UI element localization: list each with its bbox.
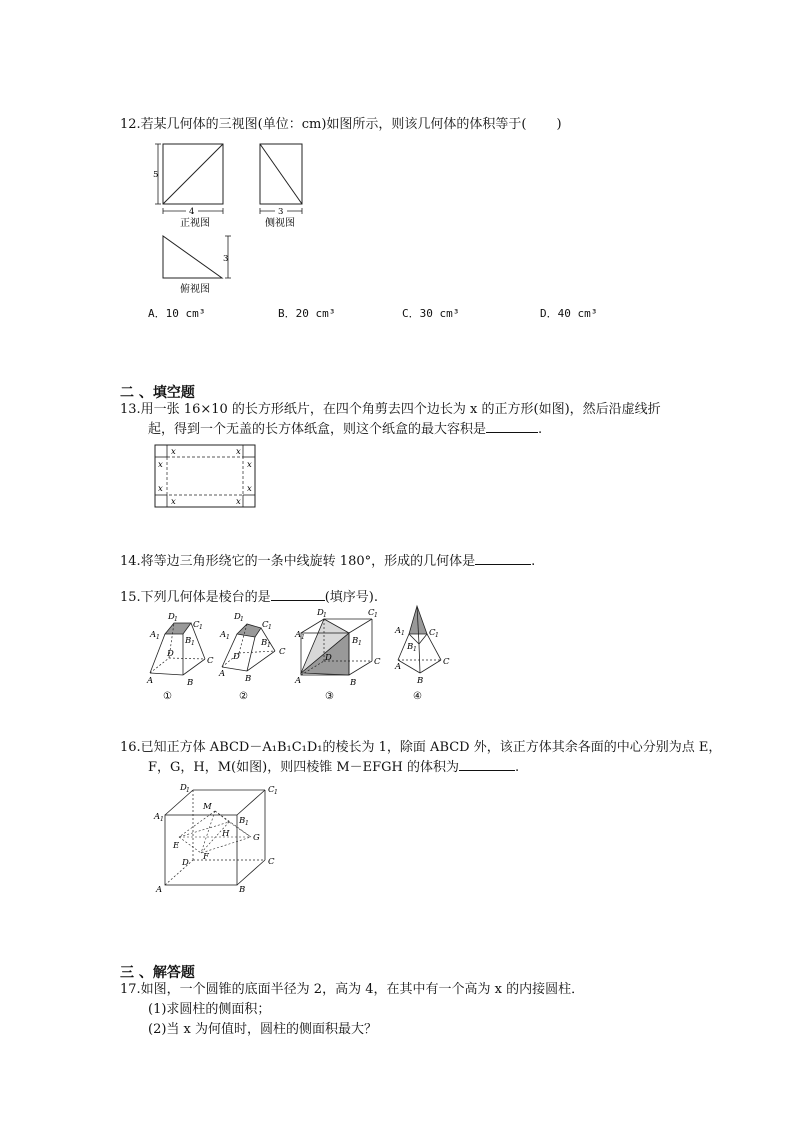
svg-text:D: D [168,612,175,622]
svg-text:1: 1 [374,612,378,619]
q17-sub2: (2)当 x 为何值时，圆柱的侧面积最大？ [148,1022,378,1037]
front-view-caption: 正视图 [180,218,210,229]
svg-text:C: C [268,857,275,867]
svg-text:C: C [443,657,450,667]
svg-text:H: H [222,829,230,839]
top-view-triangle [163,236,222,278]
q17-sub1: (1)求圆柱的侧面积； [148,1002,271,1017]
svg-text:A: A [295,630,302,640]
svg-text:B: B [352,636,359,646]
svg-text:B: B [187,678,194,688]
svg-text:C: C [374,657,381,667]
q15-figure-4 [394,606,450,702]
q15-figure-3 [294,608,381,702]
svg-text:1: 1 [323,612,327,619]
dim-top-height: 3 [223,254,229,264]
svg-text:1: 1 [156,634,160,641]
side-view-caption: 侧视图 [265,218,295,229]
q14-text: 14.将等边三角形绕它的一条中线旋转 180°，形成的几何体是 . [120,554,536,569]
q15-text: 15.下列几何体是棱台的是 (填序号). [120,590,378,605]
svg-text:B: B [417,676,424,686]
svg-text:D: D [325,653,332,663]
svg-text:1: 1 [186,787,190,794]
svg-text:D: D [182,858,189,868]
svg-text:1: 1 [413,646,417,653]
q13-paper-figure [150,440,260,510]
svg-text:x: x [171,497,176,507]
section-2-title: 二 、填空题 [120,385,195,401]
svg-text:x: x [247,484,252,494]
q15-caption-4: ④ [413,691,422,702]
svg-text:1: 1 [245,820,249,827]
svg-text:A: A [295,676,302,686]
q15-caption-3: ③ [325,691,334,702]
svg-text:x: x [158,460,163,470]
svg-text:A: A [147,676,154,686]
q15-figure-1 [146,612,214,702]
q16-line2: F，G，H，M(如图)，则四棱锥 M－EFGH 的体积为 . [148,760,520,775]
svg-text:C: C [262,620,269,630]
svg-text:1: 1 [226,634,230,641]
q12-three-view-figure [150,138,315,298]
svg-text:B: B [185,636,192,646]
q13-line1: 13.用一张 16×10 的长方形纸片，在四个角剪去四个边长为 x 的正方形(如图)，然后沿虚线折 [120,402,661,417]
q15-solids-figure [145,603,465,703]
svg-text:1: 1 [274,789,278,796]
svg-text:D: D [234,612,241,622]
front-view-diagonal [163,144,223,204]
svg-text:B: B [407,642,414,652]
dim-front-height: 5 [153,170,159,180]
svg-text:D: D [167,649,174,659]
q17-line1: 17.如图，一个圆锥的底面半径为 2，高为 4，在其中有一个高为 x 的内接圆柱． [120,982,585,997]
q12-option-d[interactable]: D．40 cm³ [540,307,598,320]
svg-text:1: 1 [435,632,439,639]
svg-text:D: D [317,608,324,618]
svg-text:A: A [150,630,157,640]
q16-cube-figure [150,780,285,895]
svg-text:G: G [253,833,260,843]
svg-text:C: C [279,647,286,657]
dim-side-width: 3 [278,207,284,217]
svg-text:B: B [261,638,268,648]
svg-text:B: B [239,816,246,826]
q12-stem: 12.若某几何体的三视图(单位：cm)如图所示，则该几何体的体积等于( ) [120,117,562,132]
svg-text:1: 1 [160,816,164,823]
svg-text:1: 1 [199,624,203,631]
svg-text:D: D [180,783,187,793]
svg-text:F: F [203,852,209,862]
section-3-title: 三 、解答题 [120,965,195,981]
svg-text:x: x [158,484,163,494]
svg-text:1: 1 [401,630,405,637]
q15-caption-2: ② [239,691,248,702]
svg-text:A: A [156,885,163,895]
svg-text:B: B [239,885,246,895]
svg-text:A: A [395,626,402,636]
svg-text:1: 1 [191,640,195,647]
svg-text:1: 1 [240,616,244,623]
q13-line2: 起，得到一个无盖的长方体纸盒，则这个纸盒的最大容积是 . [148,422,543,437]
svg-text:1: 1 [268,624,272,631]
svg-text:1: 1 [358,640,362,647]
side-view-diagonal [260,144,302,204]
svg-text:C: C [207,656,214,666]
svg-text:x: x [236,497,241,507]
q15-figure-2 [218,612,286,702]
svg-text:C: C [429,628,436,638]
svg-text:A: A [220,630,227,640]
q12-option-c[interactable]: C．30 cm³ [402,307,460,320]
q12-option-a[interactable]: A．10 cm³ [148,307,206,320]
svg-text:1: 1 [267,642,271,649]
svg-text:B: B [350,678,357,688]
svg-text:x: x [236,447,241,457]
svg-text:A: A [154,812,161,822]
q12-option-b[interactable]: B．20 cm³ [278,307,336,320]
svg-text:C: C [193,620,200,630]
svg-text:1: 1 [301,634,305,641]
svg-text:A: A [395,662,402,672]
dim-front-width: 4 [189,207,195,217]
q15-caption-1: ① [163,691,172,702]
q16-line1: 16.已知正方体 ABCD－A₁B₁C₁D₁的棱长为 1，除面 ABCD 外，该正方体其余各面的中心分别为点 E， [120,740,722,755]
svg-text:C: C [268,785,275,795]
svg-text:A: A [219,669,226,679]
svg-text:D: D [233,652,240,662]
svg-text:E: E [173,841,180,851]
top-view-caption: 俯视图 [180,284,210,295]
svg-text:1: 1 [174,616,178,623]
svg-text:x: x [247,460,252,470]
svg-text:M: M [203,802,212,812]
svg-text:C: C [368,608,375,618]
svg-text:x: x [171,447,176,457]
svg-text:B: B [245,674,252,684]
